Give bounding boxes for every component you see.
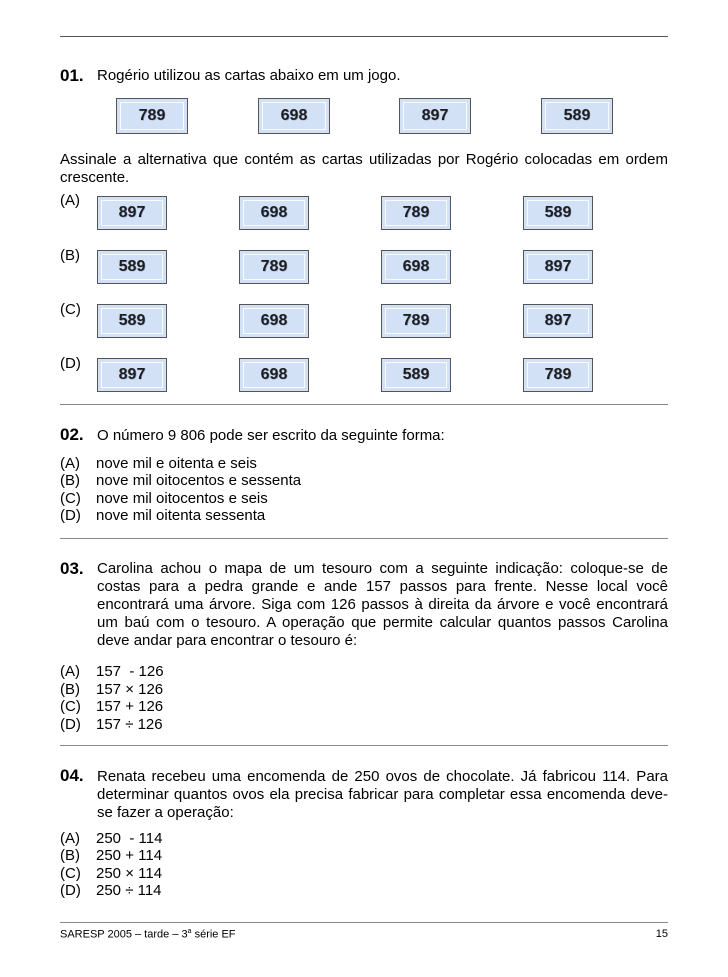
footer-superscript: a: [187, 928, 192, 935]
option-b: [60, 681, 163, 699]
option-text: 157 × 126: [96, 681, 164, 698]
card: 789: [381, 196, 451, 230]
option-label: (C): [60, 698, 81, 715]
option-text: nove mil e oitenta e seis: [96, 455, 257, 472]
footer-suffix: série EF: [191, 928, 236, 941]
option-c-label: (C): [60, 301, 81, 318]
card: 589: [541, 98, 613, 134]
card: 789: [381, 304, 451, 338]
option-b: [60, 472, 301, 490]
divider: [60, 745, 668, 746]
option-d: [60, 716, 163, 734]
card: 589: [381, 358, 451, 392]
option-label: (A): [60, 830, 80, 847]
option-label: (D): [60, 882, 81, 899]
option-c: [60, 490, 268, 508]
option-label: (C): [60, 865, 81, 882]
card: 698: [258, 98, 330, 134]
option-text: nove mil oitenta sessenta: [96, 507, 266, 524]
option-text: 250 ÷ 114: [96, 882, 162, 899]
card: 789: [523, 358, 593, 392]
card: 897: [97, 358, 167, 392]
option-label: (D): [60, 507, 81, 524]
question-1-stem: Rogério utilizou as cartas abaixo em um jogo.: [97, 67, 401, 84]
card: 897: [97, 196, 167, 230]
option-text: 250 - 114: [96, 830, 163, 847]
question-3-number: 03.: [60, 559, 84, 578]
card: 897: [523, 250, 593, 284]
option-a: [60, 455, 257, 473]
option-d: [60, 507, 265, 525]
card: 698: [381, 250, 451, 284]
option-label: (A): [60, 455, 80, 472]
option-label: (B): [60, 472, 80, 489]
option-b-label: (B): [60, 247, 80, 264]
footer-prefix: SARESP 2005 – tarde – 3: [60, 928, 188, 941]
option-a: [60, 663, 164, 681]
question-1-number: 01.: [60, 66, 84, 85]
question-3-stem: Carolina achou o mapa de um tesouro com a seguinte indicação: coloque-se de costas para a pedra grande e ande 157 passos para frente. Nesse local você encontrará uma árvore. Siga com 126 passos à direita da árvore e você encontrará um baú com o tesouro. A operação que permite calcular quantos passos Carolina deve andar para encontrar o tesouro é:: [97, 560, 668, 649]
option-text: nove mil oitocentos e sessenta: [96, 472, 302, 489]
option-text: 250 + 114: [96, 847, 163, 864]
option-c: [60, 698, 163, 716]
card: 789: [239, 250, 309, 284]
option-label: (A): [60, 663, 80, 680]
option-label: (D): [60, 716, 81, 733]
option-text: 157 + 126: [96, 698, 164, 715]
option-text: 157 - 126: [96, 663, 164, 680]
card: 589: [523, 196, 593, 230]
card: 698: [239, 196, 309, 230]
option-b: [60, 847, 162, 865]
page-number: 15: [655, 928, 668, 940]
option-text: nove mil oitocentos e seis: [96, 490, 268, 507]
option-a-label: (A): [60, 192, 80, 209]
option-text: 250 × 114: [96, 865, 163, 882]
divider: [60, 538, 668, 539]
footer-rule: [60, 922, 668, 923]
option-text: 157 ÷ 126: [96, 716, 163, 733]
option-c: [60, 865, 162, 883]
card: 589: [97, 304, 167, 338]
card: 698: [239, 358, 309, 392]
divider: [60, 404, 668, 405]
question-2-stem: O número 9 806 pode ser escrito da seguinte forma:: [97, 427, 445, 444]
option-d: [60, 882, 162, 900]
question-2-number: 02.: [60, 425, 84, 444]
card: 897: [399, 98, 471, 134]
card: 897: [523, 304, 593, 338]
footer-text: [60, 928, 236, 941]
option-label: (B): [60, 681, 80, 698]
option-label: (C): [60, 490, 81, 507]
option-d-label: (D): [60, 355, 81, 372]
card: 698: [239, 304, 309, 338]
question-1-instruction: Assinale a alternativa que contém as cartas utilizadas por Rogério colocadas em ordem crescente.: [60, 151, 668, 186]
card: 789: [116, 98, 188, 134]
option-label: (B): [60, 847, 80, 864]
card: 589: [97, 250, 167, 284]
question-4-stem: Renata recebeu uma encomenda de 250 ovos de chocolate. Já fabricou 114. Para determinar quantos ovos ela precisa fabricar para completar essa encomenda deve-se fazer a operação:: [97, 768, 668, 821]
option-a: [60, 830, 162, 848]
question-4-number: 04.: [60, 766, 84, 785]
top-rule: [60, 36, 668, 37]
